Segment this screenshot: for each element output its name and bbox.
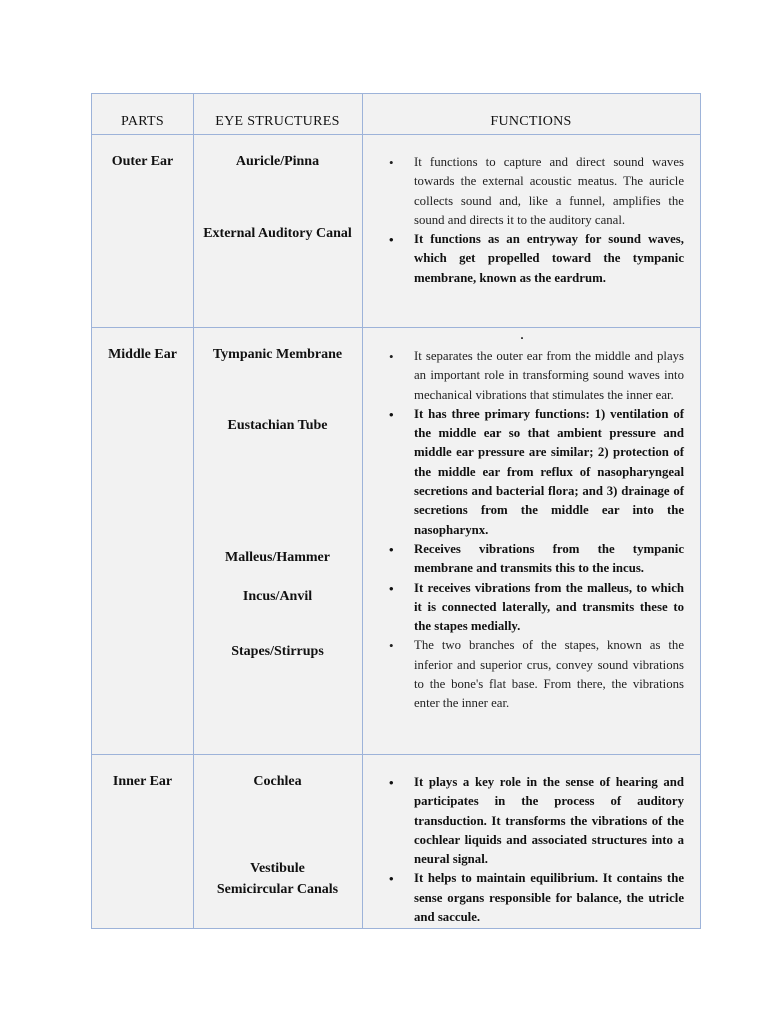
header-parts: PARTS	[121, 114, 164, 129]
function-item: • It has three primary functions: 1) ventilation of the middle ear so that ambient pressure and middle ear pressure are similar; 2) protection of the middle ear from reflux of nasopharyngeal secretions and bacterial flora; and 3) drainage of secretions from the middle ear into the nasopharynx.	[414, 405, 684, 540]
row-divider	[92, 754, 700, 755]
part-inner-ear: Inner Ear	[112, 774, 173, 789]
header-functions: FUNCTIONS	[490, 114, 572, 129]
row-divider	[92, 327, 700, 328]
functions-middle-ear	[414, 347, 684, 714]
function-item: • It functions as an entryway for sound waves, which get propelled toward the tympanic membrane, known as the eardrum.	[414, 230, 684, 288]
structure-stapes-stirrups: Stapes/Stirrups	[231, 644, 324, 659]
column-divider	[362, 94, 363, 928]
stray-dot: .	[520, 328, 524, 342]
function-item: • The two branches of the stapes, known as the inferior and superior crus, convey sound vibrations to the bone's flat base. From there, the vibrations enter the inner ear.	[414, 636, 684, 713]
structure-tympanic-membrane: Tympanic Membrane	[212, 347, 343, 362]
structure-auricle-pinna: Auricle/Pinna	[235, 154, 320, 169]
function-item: • It plays a key role in the sense of hearing and participates in the process of auditory transduction. It transforms the vibrations of the cochlear liquids and associated structures into a neural signal.	[414, 773, 684, 869]
header-eye-structures: EYE STRUCTURES	[215, 114, 340, 129]
row-divider	[92, 134, 700, 135]
structure-incus-anvil: Incus/Anvil	[242, 589, 313, 604]
structure-malleus-hammer: Malleus/Hammer	[225, 550, 330, 565]
column-divider	[193, 94, 194, 928]
structure-eustachian-tube: Eustachian Tube	[227, 418, 328, 433]
function-item: • It functions to capture and direct sound waves towards the external acoustic meatus. The auricle collects sound and, like a funnel, amplifies the sound and directs it to the auditory canal.	[414, 153, 684, 230]
part-outer-ear: Outer Ear	[111, 154, 174, 169]
structure-semicircular-canals: Semicircular Canals	[216, 882, 339, 897]
function-item: • It receives vibrations from the malleus, to which it is connected laterally, and transmits these to the stapes medially.	[414, 579, 684, 637]
functions-outer-ear	[414, 153, 684, 288]
structure-cochlea: Cochlea	[253, 774, 302, 789]
function-item: • It helps to maintain equilibrium. It contains the sense organs responsible for balance, the utricle and saccule.	[414, 869, 684, 927]
structure-external-auditory-canal: External Auditory Canal	[203, 226, 352, 241]
part-middle-ear: Middle Ear	[108, 347, 177, 362]
ear-parts-table	[91, 93, 701, 929]
functions-inner-ear	[414, 773, 684, 927]
structure-vestibule: Vestibule	[250, 861, 305, 876]
function-item: • It separates the outer ear from the middle and plays an important role in transforming sound waves into mechanical vibrations that stimulates the inner ear.	[414, 347, 684, 405]
function-item: • Receives vibrations from the tympanic membrane and transmits this to the incus.	[414, 540, 684, 579]
